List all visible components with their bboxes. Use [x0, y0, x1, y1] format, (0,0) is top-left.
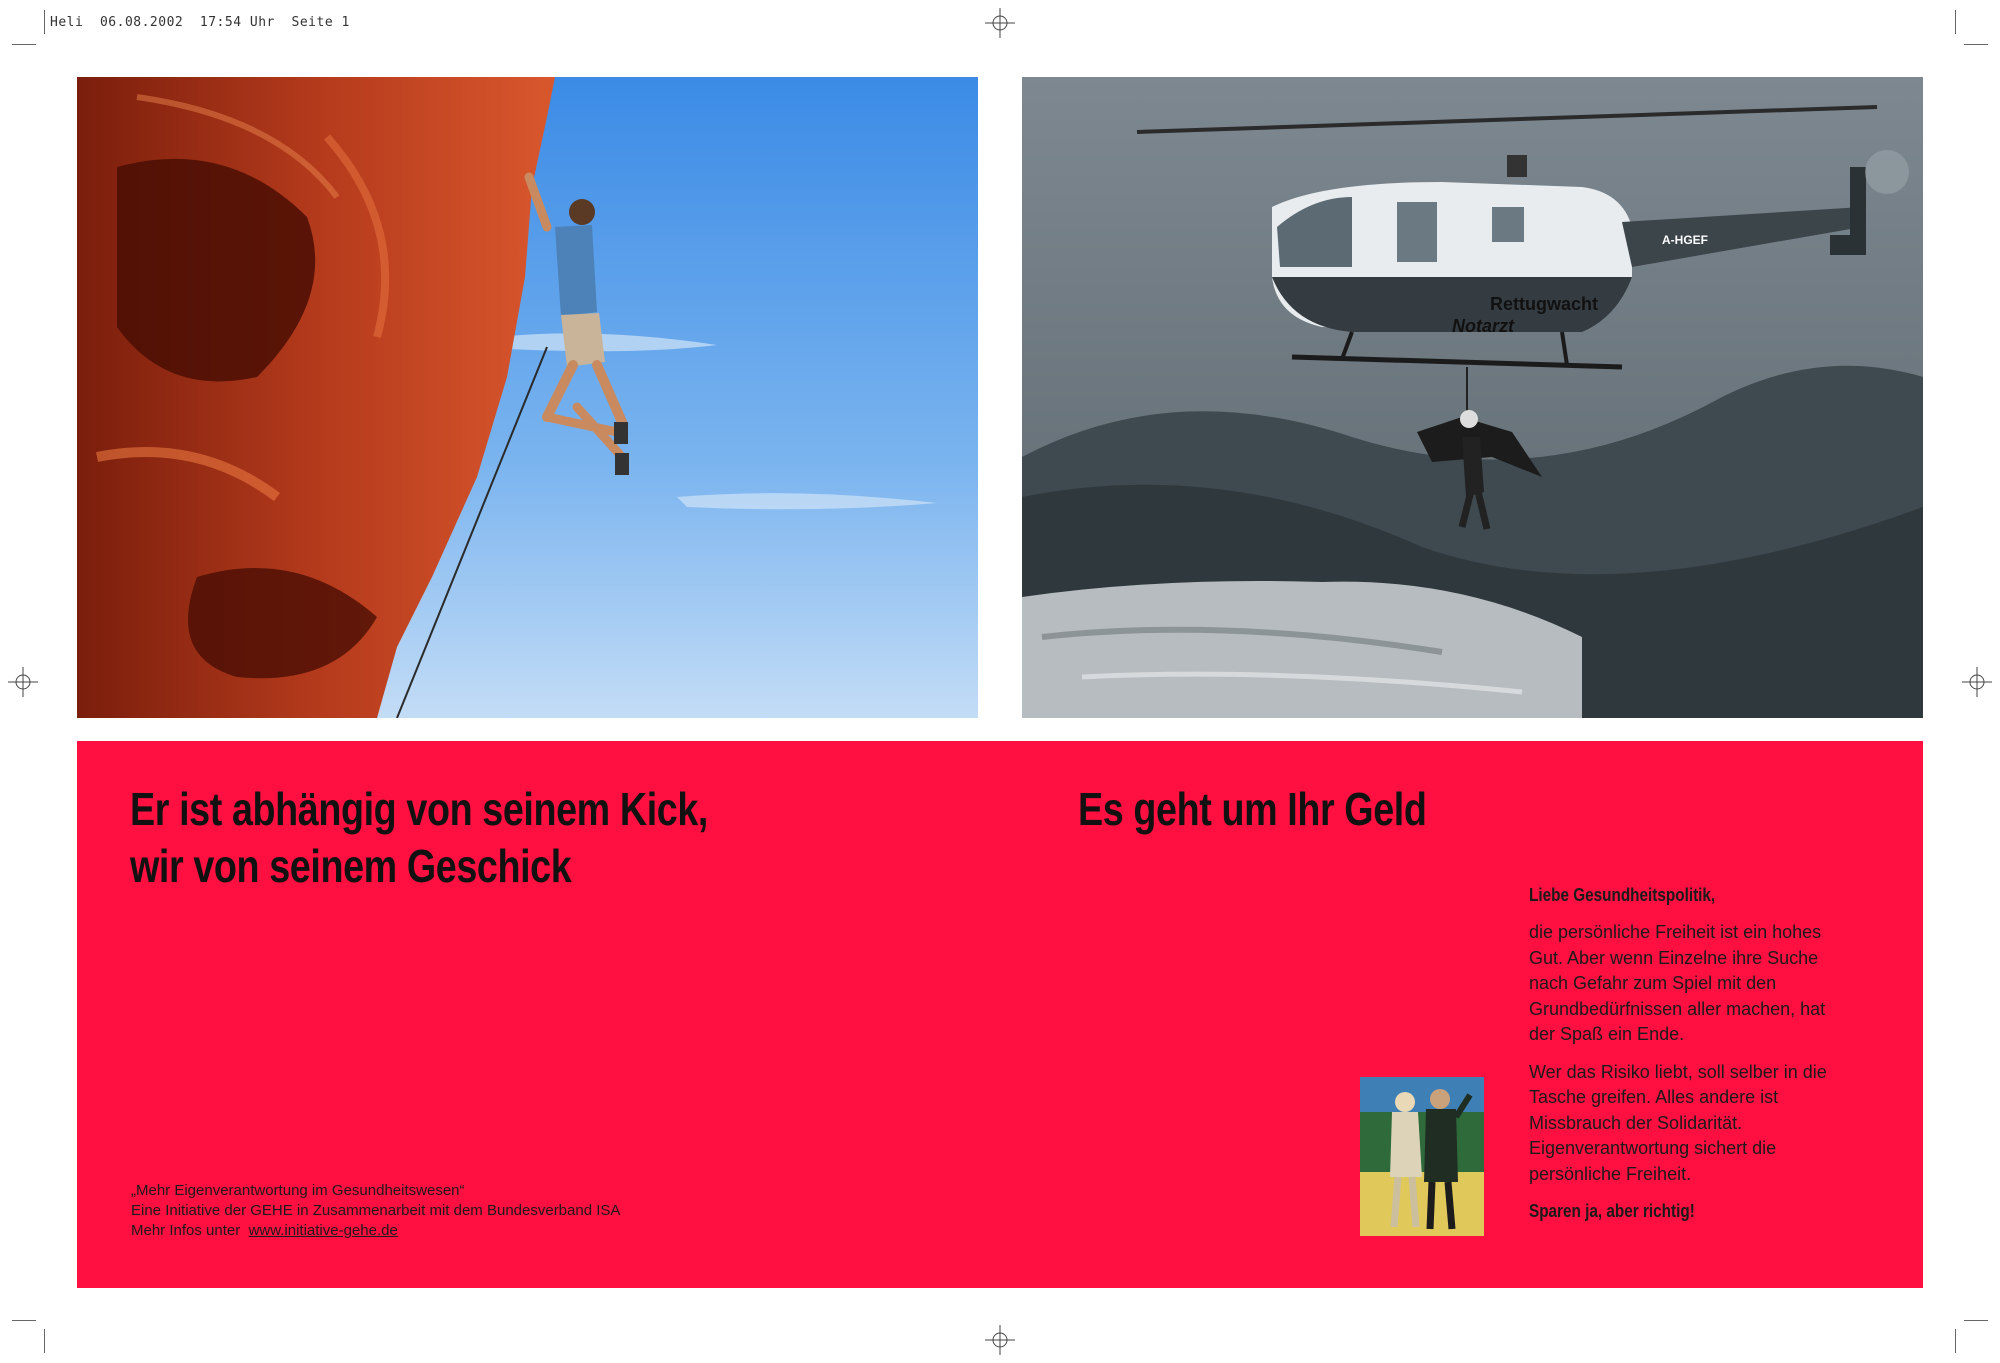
crop-mark	[1964, 1320, 1988, 1321]
footer-line-2: Eine Initiative der GEHE in Zusammenarbeit mit dem Bundesverband ISA	[131, 1202, 621, 1219]
open-letter	[1529, 885, 1849, 1222]
headline-right: Es geht um Ihr Geld	[1078, 783, 1427, 835]
headline-left-line1: Er ist abhängig von seinem Kick,	[130, 783, 708, 835]
climber-photo	[77, 77, 978, 718]
registration-mark-icon	[985, 1325, 1015, 1355]
letter-salutation: Liebe Gesundheitspolitik,	[1529, 885, 1716, 905]
crop-mark	[44, 1329, 45, 1353]
registration-mark-icon	[1962, 667, 1992, 697]
rescue-helicopter-photo	[1022, 77, 1923, 718]
crop-mark	[44, 10, 45, 34]
headline-left-line2: wir von seinem Geschick	[130, 840, 572, 892]
helicopter-registration: A-HGEF	[1662, 233, 1708, 247]
slug-file: Heli	[50, 15, 84, 30]
footer-website-link[interactable]: www.initiative-gehe.de	[248, 1222, 398, 1239]
headline-left	[130, 781, 708, 895]
helicopter-label: Rettugwacht	[1490, 294, 1598, 314]
letter-closing: Sparen ja, aber richtig!	[1529, 1201, 1695, 1221]
slug-date: 06.08.2002	[99, 15, 184, 30]
footer-line-3	[131, 1221, 620, 1241]
couple-photo	[1360, 1077, 1484, 1236]
campaign-panel	[77, 741, 1923, 1288]
crop-mark	[12, 1320, 36, 1321]
print-slug	[50, 15, 350, 30]
crop-mark	[1955, 10, 1956, 34]
slug-page: Seite 1	[291, 15, 350, 30]
letter-paragraph-1: die persönliche Freiheit ist ein hohes Gut. Aber wenn Einzelne ihre Suche nach Gefahr zum Spiel mit den Grundbedürfnissen aller machen, hat der Spaß ein Ende.	[1529, 922, 1826, 1044]
crop-mark	[12, 44, 36, 45]
registration-mark-icon	[8, 667, 38, 697]
footer-info-prefix: Mehr Infos unter	[131, 1222, 241, 1239]
campaign-footer	[131, 1181, 620, 1241]
crop-mark	[1964, 44, 1988, 45]
registration-mark-icon	[985, 8, 1015, 38]
slug-time: 17:54 Uhr	[199, 15, 275, 30]
footer-line-1: „Mehr Eigenverantwortung im Gesundheitswesen“	[131, 1182, 465, 1199]
crop-mark	[1955, 1329, 1956, 1353]
helicopter-label-2: Notarzt	[1452, 316, 1514, 336]
letter-paragraph-2: Wer das Risiko liebt, soll selber in die Tasche greifen. Alles andere ist Missbrauch der Solidarität. Eigenverantwortung sichert die persönliche Freiheit.	[1529, 1061, 1827, 1184]
